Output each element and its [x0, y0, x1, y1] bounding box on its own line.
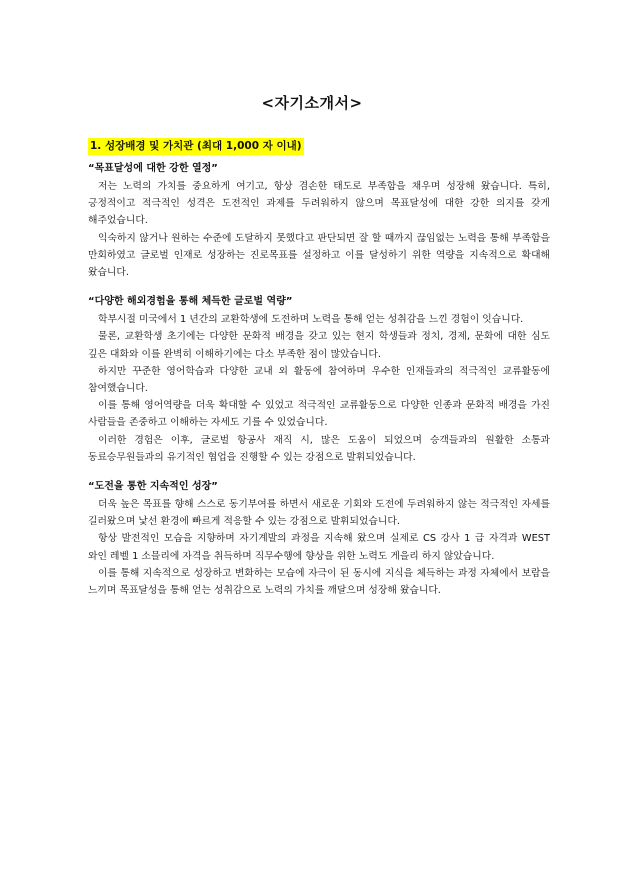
paragraph: 저는 노력의 가치를 중요하게 여기고, 항상 겸손한 태도로 부족함을 채우며 성장해 왔습니다. 특히, 긍정적이고 적극적인 성격은 도전적인 과제를 두려워하지 않으며 목표달성에 대한 강한 의지를 갖게 해주었습니다.	[88, 181, 550, 227]
section-growth	[88, 478, 550, 599]
paragraph: 이를 통해 영어역량을 더욱 확대할 수 있었고 적극적인 교류활동으로 다양한 인종과 문화적 배경을 가진 사람들을 존중하고 이해하는 자세도 기를 수 있었습니다.	[88, 400, 550, 429]
subtitle-growth: “도전을 통한 지속적인 성장”	[88, 481, 218, 493]
paragraph: 이러한 경험은 이후, 글로벌 항공사 재직 시, 많은 도움이 되었으며 승객들과의 원활한 소통과 동료승무원들과의 유기적인 협업을 진행할 수 있는 강점으로 발휘되었습니다.	[88, 434, 550, 463]
section-global	[88, 293, 550, 466]
section-heading-wrap	[88, 134, 304, 155]
paragraph: 하지만 꾸준한 영어학습과 다양한 교내 외 활동에 참여하며 우수한 인재들과의 적극적인 교류활동에 참여했습니다.	[88, 365, 550, 395]
paragraph: 더욱 높은 목표를 향해 스스로 동기부여를 하면서 새로운 기회와 도전에 두려워하지 않는 적극적인 자세를 길러왔으며 낯선 환경에 빠르게 적응할 수 있는 강점으로 발휘되었습니다.	[88, 499, 550, 528]
paragraph: 학부시절 미국에서 1 년간의 교환학생에 도전하며 노력을 통해 얻는 성취감을 느낀 경험이 잇습니다.	[98, 314, 524, 326]
paragraph: 항상 발전적인 모습을 지향하며 자기계발의 과정을 지속해 왔으며 실제로 CS 강사 1 급 자격과 WEST 와인 레벨 1 소믈리에 자격을 취득하며 직무수행에 향상을 위한 노력도 게을리 하지 않았습니다.	[88, 533, 550, 562]
paragraph: 익숙하지 않거나 원하는 수준에 도달하지 못했다고 판단되면 잘 할 때까지 끊임없는 노력을 통해 부족함을 만회하였고 글로벌 인재로 성장하는 진로목표를 설정하고 이를 달성하기 위한 역량을 지속적으로 확대해 왔습니다.	[88, 232, 550, 279]
document-body	[88, 160, 550, 611]
section-passion	[88, 160, 550, 281]
subtitle-passion: “목표달성에 대한 강한 열정”	[88, 163, 218, 174]
paragraph: 물론, 교환학생 초기에는 다양한 문화적 배경을 갖고 있는 현지 학생들과 정치, 경제, 문화에 대한 심도 깊은 대화와 이를 완벽히 이해하기에는 다소 부족한 점이 많았습니다.	[88, 331, 550, 360]
document-title: <자기소개서>	[261, 94, 363, 112]
section-heading: 1. 성장배경 및 가치관 (최대 1,000 자 이내)	[88, 138, 304, 155]
paragraph: 이를 통해 지속적으로 성장하고 변화하는 모습에 자극이 된 동시에 지식을 체득하는 과정 자체에서 보람을 느끼며 목표달성을 통해 얻는 성취감으로 노력의 가치를 깨달으며 성장해 왔습니다.	[88, 567, 550, 597]
subtitle-global: “다양한 해외경험을 통해 체득한 글로벌 역량”	[88, 296, 293, 308]
